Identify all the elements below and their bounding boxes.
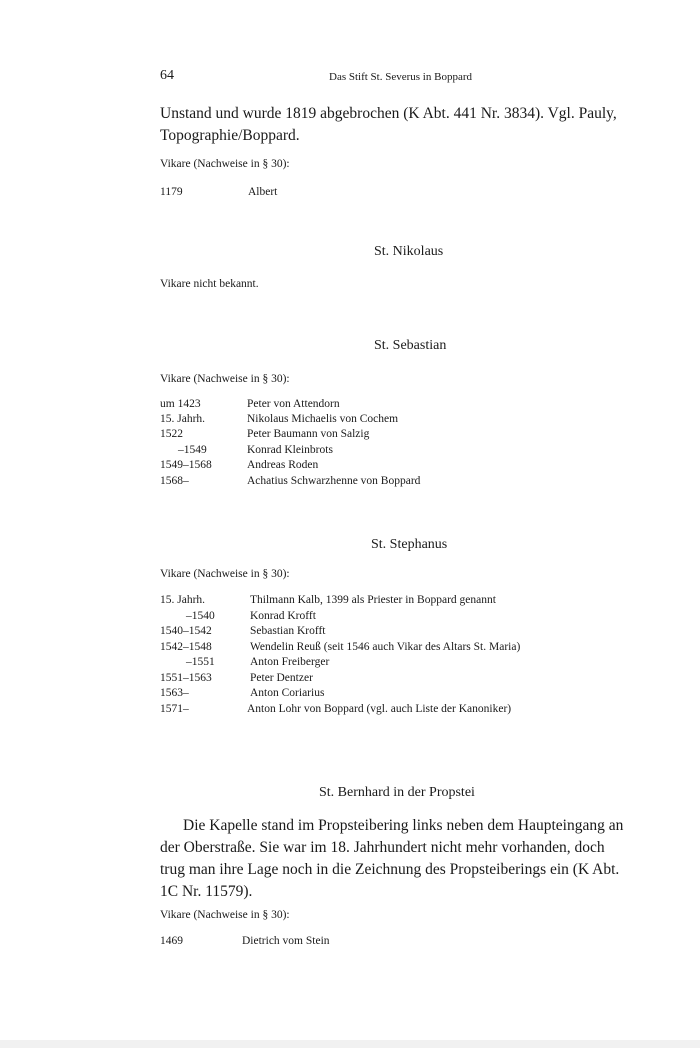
bernhard-para-line-4: 1C Nr. 11579). — [160, 883, 253, 900]
bernhard-para-line-1: Die Kapelle stand im Propsteibering links neben dem Haupteingang an — [183, 817, 624, 834]
entry-date: –1551 — [186, 656, 215, 668]
entry-name: Konrad Krofft — [250, 610, 316, 622]
entry-name: Nikolaus Michaelis von Cochem — [247, 413, 399, 425]
entry-name: Peter Dentzer — [250, 672, 313, 684]
entry-date: 15. Jahrh. — [160, 594, 206, 606]
entry-name: Andreas Roden — [247, 459, 319, 471]
section-title-sebastian: St. Sebastian — [374, 338, 447, 353]
entry-date: 1551–1563 — [160, 672, 212, 684]
entry-name: Achatius Schwarzhenne von Boppard — [247, 475, 421, 487]
entry-name: Thilmann Kalb, 1399 als Priester in Boppard genannt — [250, 594, 496, 606]
entry-name: Peter von Attendorn — [247, 398, 340, 410]
entry-name: Albert — [248, 186, 278, 198]
entry-name: Sebastian Krofft — [250, 625, 326, 637]
nikolaus-note: Vikare nicht bekannt. — [160, 278, 259, 290]
vikare-label-first: Vikare (Nachweise in § 30): — [160, 158, 290, 170]
entry-name: Dietrich vom Stein — [242, 935, 330, 947]
entry-date: 1568– — [160, 475, 189, 487]
entry-name: Anton Lohr von Boppard (vgl. auch Liste der Kanoniker) — [247, 703, 512, 715]
section-title-nikolaus: St. Nikolaus — [374, 244, 444, 259]
entry-date: um 1423 — [160, 398, 201, 410]
entry-date: 1549–1568 — [160, 459, 212, 471]
page-number: 64 — [160, 68, 174, 83]
entry-name: Peter Baumann von Salzig — [247, 428, 370, 440]
entry-name: Anton Coriarius — [250, 687, 325, 699]
bernhard-para-line-2: der Oberstraße. Sie war im 18. Jahrhundert nicht mehr vorhanden, doch — [160, 839, 605, 856]
vikare-label-stephanus: Vikare (Nachweise in § 30): — [160, 568, 290, 580]
section-title-bernhard: St. Bernhard in der Propstei — [319, 785, 475, 800]
entry-date: 1179 — [160, 186, 183, 198]
bernhard-para-line-3: trug man ihre Lage noch in die Zeichnung des Propsteiberings ein (K Abt. — [160, 861, 620, 878]
vikare-label-sebastian: Vikare (Nachweise in § 30): — [160, 373, 290, 385]
entry-name: Wendelin Reuß (seit 1546 auch Vikar des Altars St. Maria) — [250, 641, 521, 653]
entry-name: Anton Freiberger — [250, 656, 330, 668]
running-title: Das Stift St. Severus in Boppard — [329, 71, 472, 83]
entry-date: 1571– — [160, 703, 189, 715]
entry-name: Konrad Kleinbrots — [247, 444, 333, 456]
entry-date: 15. Jahrh. — [160, 413, 206, 425]
entry-date: 1563– — [160, 687, 189, 699]
entry-date: –1549 — [178, 444, 207, 456]
section-title-stephanus: St. Stephanus — [371, 537, 448, 552]
vikare-label-bernhard: Vikare (Nachweise in § 30): — [160, 909, 290, 921]
intro-line-1: Unstand und wurde 1819 abgebrochen (K Abt. 441 Nr. 3834). Vgl. Pauly, — [160, 105, 617, 122]
entry-date: 1542–1548 — [160, 641, 212, 653]
entry-date: 1522 — [160, 428, 183, 440]
page-bottom-edge — [0, 1040, 700, 1048]
intro-line-2: Topographie/Boppard. — [160, 127, 300, 144]
entry-date: 1540–1542 — [160, 625, 212, 637]
entry-date: 1469 — [160, 935, 183, 947]
entry-date: –1540 — [186, 610, 215, 622]
